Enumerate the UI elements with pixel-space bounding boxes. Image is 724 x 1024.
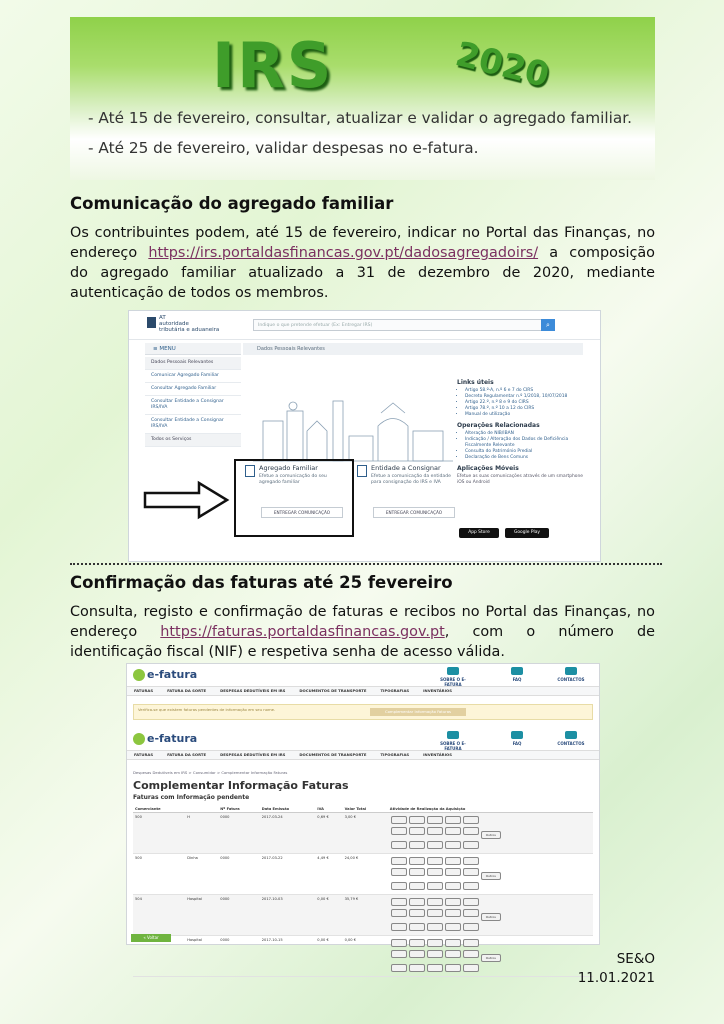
- document-icon: [357, 465, 367, 477]
- link-item[interactable]: • Artigo 22.º, n.º 8 e 9 do CIRS: [465, 400, 583, 406]
- op-item[interactable]: • Consulta do Património Predial: [465, 449, 583, 455]
- portal-financas-screenshot: [128, 310, 601, 562]
- link-item[interactable]: • Decreto Regulamentar n.º 1/2018, 10/07/2018: [465, 394, 583, 400]
- sidebar-item-consultar-entidade[interactable]: Consultar Entidade a Consignar IRS/IVA: [145, 396, 241, 415]
- info-icon: [447, 731, 459, 739]
- card-agregado-title: Agregado Familiar: [259, 464, 318, 472]
- other-option-button[interactable]: Outros: [481, 872, 501, 880]
- activity-option-button[interactable]: [427, 923, 443, 931]
- link-item[interactable]: • Artigo 78.º, n.º 10 a 12 do CIRS: [465, 406, 583, 412]
- table-cell: 0,69 €: [315, 813, 342, 854]
- table-cell: 504: [133, 895, 185, 936]
- portal-search-input[interactable]: Indique o que pretende efetuar (Ex: Entregar IRS): [253, 319, 549, 331]
- efatura-screenshot: [126, 663, 600, 960]
- activity-option-button[interactable]: [463, 939, 479, 947]
- other-option-button[interactable]: Outros: [481, 831, 501, 839]
- activity-option-button[interactable]: [391, 857, 407, 865]
- activity-option-button[interactable]: [427, 939, 443, 947]
- activity-buttons: [388, 813, 593, 854]
- contactos-label: CONTACTOS: [557, 741, 585, 746]
- card-entidade-title: Entidade a Consignar: [371, 464, 441, 472]
- table-row: [133, 936, 593, 977]
- col-valor: Valor Total: [343, 805, 388, 813]
- col-numero-fatura: Nº Fatura: [218, 805, 259, 813]
- banner-bullet-1: - Até 15 de fevereiro, consultar, atualizar e validar o agregado familiar.: [88, 109, 632, 127]
- activity-option-button[interactable]: [391, 923, 407, 931]
- faturas-table: [133, 805, 593, 977]
- table-cell: 0,00 €: [315, 895, 342, 936]
- table-cell: Hospital: [185, 936, 218, 977]
- section2-heading: Confirmação das faturas até 25 fevereiro: [70, 573, 453, 592]
- contactos-link[interactable]: [551, 731, 591, 746]
- portal-links-panel: [457, 375, 583, 486]
- efatura-logo-icon: [133, 669, 145, 681]
- activity-option-button[interactable]: [391, 841, 407, 849]
- activity-option-button[interactable]: [427, 827, 443, 835]
- table-cell: 35,79 €: [343, 895, 388, 936]
- efatura-header: [127, 664, 599, 686]
- portal-breadcrumb: Dados Pessoais Relevantes: [243, 343, 583, 355]
- footer-author: SE&O: [616, 951, 655, 967]
- link-item[interactable]: • Artigo 58.º-A, n.º 6 e 7 do CIRS: [465, 388, 583, 394]
- sobre-efatura-link[interactable]: [433, 667, 473, 687]
- col-iva: IVA: [315, 805, 342, 813]
- activity-option-button[interactable]: [427, 909, 443, 917]
- table-cell: 0000: [218, 813, 259, 854]
- activity-option-button[interactable]: [427, 950, 443, 958]
- activity-option-button[interactable]: [427, 841, 443, 849]
- pending-warning: [133, 704, 593, 720]
- table-row: [133, 854, 593, 895]
- activity-option-button[interactable]: [391, 882, 407, 890]
- table-cell: 24,00 €: [343, 854, 388, 895]
- activity-option-button[interactable]: [445, 827, 461, 835]
- op-item[interactable]: • Indicação / Alteração dos Dados de Deficiência Fiscalmente Relevante: [465, 437, 583, 449]
- links-title: Links úteis: [457, 379, 494, 386]
- efatura-header-2: [127, 728, 599, 750]
- activity-option-button[interactable]: [427, 882, 443, 890]
- col-data: Data Emissão: [260, 805, 316, 813]
- activity-option-button[interactable]: [445, 868, 461, 876]
- table-cell: 0000: [218, 936, 259, 977]
- activity-option-button[interactable]: [409, 857, 425, 865]
- nav-transporte[interactable]: DOCUMENTOS DE TRANSPORTE: [299, 688, 367, 693]
- agregado-link[interactable]: https://irs.portaldasfinancas.gov.pt/dadosagregadoirs/: [148, 245, 539, 261]
- link-item[interactable]: • Manual de utilização: [465, 412, 583, 418]
- activity-option-button[interactable]: [445, 939, 461, 947]
- section1-paragraph: [70, 223, 655, 303]
- activity-option-button[interactable]: [445, 909, 461, 917]
- irs-banner: [70, 17, 655, 180]
- apps-title: Aplicações Móveis: [457, 465, 519, 472]
- activity-buttons: [388, 895, 593, 936]
- table-cell: 2017-10-15: [260, 936, 316, 977]
- activity-option-button[interactable]: [409, 923, 425, 931]
- activity-option-button[interactable]: [463, 923, 479, 931]
- complementar-button[interactable]: Complementar Informação Faturas: [370, 708, 466, 716]
- activity-option-button[interactable]: [409, 898, 425, 906]
- mail-icon: [565, 667, 577, 675]
- efatura-logo-2[interactable]: [133, 732, 197, 745]
- chat-icon: [511, 667, 523, 675]
- op-item[interactable]: • Declaração de Bens Comuns: [465, 455, 583, 461]
- faq-link[interactable]: [497, 731, 537, 746]
- col-atividade: Atividade de Realização da Aquisição: [388, 805, 593, 813]
- op-item[interactable]: • Alteração de NIB/IBAN: [465, 431, 583, 437]
- nav-transporte[interactable]: DOCUMENTOS DE TRANSPORTE: [299, 752, 367, 757]
- activity-option-button[interactable]: [391, 816, 407, 824]
- card-agregado-desc: Efetue a comunicação do seu agregado familiar: [259, 474, 327, 485]
- table-cell: Dinha: [185, 854, 218, 895]
- card-agregado-familiar: [239, 461, 347, 523]
- nav-tipografias[interactable]: TIPOGRAFIAS: [380, 688, 410, 693]
- faturas-link[interactable]: https://faturas.portaldasfinancas.gov.pt: [160, 624, 445, 640]
- activity-option-button[interactable]: [463, 882, 479, 890]
- activity-option-button[interactable]: [427, 816, 443, 824]
- table-cell: 0000: [218, 895, 259, 936]
- faq-label: FAQ: [512, 741, 522, 746]
- table-cell: 0,00 €: [315, 936, 342, 977]
- activity-option-button[interactable]: [391, 950, 407, 958]
- app-store-button[interactable]: App Store: [459, 528, 499, 538]
- nav-despesas[interactable]: DESPESAS DEDUTÍVEIS EM IRS: [220, 688, 286, 693]
- sobre-label: SOBRE O E-FATURA: [440, 677, 466, 687]
- mail-icon: [565, 731, 577, 739]
- nav-fatura-sorte[interactable]: FATURA DA SORTE: [167, 752, 207, 757]
- activity-option-button[interactable]: [463, 857, 479, 865]
- dotted-separator: [70, 563, 662, 565]
- activity-option-button[interactable]: [391, 909, 407, 917]
- section2-text: Consulta, registo e confirmação de faturas e recibos no Portal das Finanças, no endereço: [70, 604, 655, 640]
- nav-faturas[interactable]: FATURAS: [134, 688, 154, 693]
- activity-option-button[interactable]: [391, 939, 407, 947]
- banner-title: IRS: [212, 29, 334, 102]
- efatura-logo-text: e-fatura: [147, 732, 198, 745]
- section1-text-end: a composição do agregado familiar atualizado a 31 de dezembro de 2020, mediante autenticação de todos os membros.: [70, 245, 655, 301]
- at-logo-text: AT autoridade tributária e aduaneira: [159, 315, 220, 333]
- sidebar-item-consultar-agregado[interactable]: Consultar Agregado Familiar: [145, 383, 241, 396]
- portal-sidebar: [145, 357, 241, 447]
- activity-option-button[interactable]: [409, 868, 425, 876]
- table-row: [133, 895, 593, 936]
- chat-icon: [511, 731, 523, 739]
- activity-option-button[interactable]: [427, 868, 443, 876]
- activity-buttons: [388, 854, 593, 895]
- efatura-logo[interactable]: [133, 668, 197, 681]
- table-cell: 2017-03-24: [260, 813, 316, 854]
- contactos-label: CONTACTOS: [557, 677, 585, 682]
- activity-option-button[interactable]: [427, 898, 443, 906]
- activity-option-button[interactable]: [445, 857, 461, 865]
- table-cell: 500: [133, 854, 185, 895]
- info-icon: [447, 667, 459, 675]
- efatura-logo-icon: [133, 733, 145, 745]
- activity-option-button[interactable]: [463, 950, 479, 958]
- entregar-comunicacao-entidade-button[interactable]: ENTREGAR COMUNICAÇÃO: [373, 507, 455, 518]
- activity-option-button[interactable]: [463, 964, 479, 972]
- sidebar-item-todos-servicos[interactable]: Todos os Serviços: [145, 434, 241, 447]
- table-cell: 2017-03-22: [260, 854, 316, 895]
- at-logo-icon: [147, 317, 156, 328]
- other-option-button[interactable]: Outros: [481, 954, 501, 962]
- portal-header: [129, 311, 600, 340]
- activity-option-button[interactable]: [409, 909, 425, 917]
- menu-label: MENU: [159, 346, 176, 352]
- table-row: [133, 813, 593, 854]
- table-cell: 0,00 €: [343, 936, 388, 977]
- menu-button[interactable]: ≡ MENU: [145, 343, 241, 355]
- sobre-label: SOBRE O E-FATURA: [440, 741, 466, 751]
- search-icon[interactable]: ⌕: [541, 319, 555, 331]
- other-option-button[interactable]: Outros: [481, 913, 501, 921]
- sobre-efatura-link[interactable]: [433, 731, 473, 751]
- activity-option-button[interactable]: [445, 923, 461, 931]
- efatura-subtitle: Faturas com Informação pendente: [133, 794, 250, 801]
- faq-link[interactable]: [497, 667, 537, 682]
- card-entidade-consignar: [351, 461, 459, 523]
- activity-option-button[interactable]: [409, 841, 425, 849]
- activity-option-button[interactable]: [445, 964, 461, 972]
- nav-fatura-sorte[interactable]: FATURA DA SORTE: [167, 688, 207, 693]
- activity-option-button[interactable]: [445, 898, 461, 906]
- faq-label: FAQ: [512, 677, 522, 682]
- activity-option-button[interactable]: [445, 841, 461, 849]
- contactos-link[interactable]: [551, 667, 591, 682]
- apps-text: Efetue as suas comunicações através de um smartphone iOS ou Android: [457, 474, 583, 485]
- activity-option-button[interactable]: [445, 816, 461, 824]
- warning-text: Verifica-se que existem faturas pendentes de informação em seu nome.: [138, 707, 276, 712]
- activity-option-button[interactable]: [427, 857, 443, 865]
- activity-option-button[interactable]: [463, 909, 479, 917]
- table-cell: H: [185, 813, 218, 854]
- sidebar-item-dados-pessoais[interactable]: Dados Pessoais Relevantes: [145, 357, 241, 370]
- section2-paragraph: [70, 602, 655, 662]
- activity-option-button[interactable]: [427, 964, 443, 972]
- activity-option-button[interactable]: [445, 950, 461, 958]
- activity-option-button[interactable]: [463, 816, 479, 824]
- city-illustration: [253, 391, 453, 461]
- ops-title: Operações Relacionadas: [457, 422, 540, 429]
- activity-option-button[interactable]: [409, 827, 425, 835]
- document-icon: [245, 465, 255, 477]
- table-cell: 0000: [218, 854, 259, 895]
- activity-option-button[interactable]: [391, 898, 407, 906]
- nav-despesas[interactable]: DESPESAS DEDUTÍVEIS EM IRS: [220, 752, 286, 757]
- efatura-page-title: Complementar Informação Faturas: [133, 779, 349, 792]
- section1-heading: Comunicação do agregado familiar: [70, 194, 394, 213]
- footer-date: 11.01.2021: [577, 970, 655, 986]
- activity-option-button[interactable]: [391, 868, 407, 876]
- nav-inventarios[interactable]: INVENTÁRIOS: [423, 752, 452, 757]
- col-comerciante: Comerciante: [133, 805, 185, 813]
- activity-option-button[interactable]: [409, 939, 425, 947]
- banner-bullet-2: - Até 25 de fevereiro, validar despesas no e-fatura.: [88, 139, 479, 157]
- nav-inventarios[interactable]: INVENTÁRIOS: [423, 688, 452, 693]
- entregar-comunicacao-agregado-button[interactable]: ENTREGAR COMUNICAÇÃO: [261, 507, 343, 518]
- section2-text-end: , com o número de identificação fiscal (NIF) e respetiva senha de acesso válida.: [70, 624, 655, 660]
- activity-option-button[interactable]: [391, 827, 407, 835]
- activity-option-button[interactable]: [409, 816, 425, 824]
- section1-text: Os contribuintes podem, até 15 de fevereiro, indicar no Portal das Finanças, no endereço: [70, 225, 655, 261]
- table-cell: 3,00 €: [343, 813, 388, 854]
- efatura-logo-text: e-fatura: [147, 668, 198, 681]
- table-cell: Hospital: [185, 895, 218, 936]
- activity-option-button[interactable]: [445, 882, 461, 890]
- table-cell: 2017-10-03: [260, 895, 316, 936]
- arrow-right-icon: [143, 481, 229, 519]
- activity-option-button[interactable]: [409, 964, 425, 972]
- sidebar-item-comunicar-agregado[interactable]: Comunicar Agregado Familiar: [145, 370, 241, 383]
- nav-faturas[interactable]: FATURAS: [134, 752, 154, 757]
- efatura-breadcrumb: Despesas Dedutíveis em IRS > Consumidor > Complementar Informação Faturas: [133, 770, 288, 775]
- sidebar-item-consultar-entidade-2[interactable]: Consultar Entidade a Consignar IRS/IVA: [145, 415, 241, 434]
- activity-option-button[interactable]: [463, 898, 479, 906]
- google-play-button[interactable]: Google Play: [505, 528, 549, 538]
- activity-option-button[interactable]: [463, 868, 479, 876]
- nav-tipografias[interactable]: TIPOGRAFIAS: [380, 752, 410, 757]
- back-button[interactable]: « Voltar: [131, 934, 171, 942]
- activity-option-button[interactable]: [463, 827, 479, 835]
- activity-option-button[interactable]: [409, 882, 425, 890]
- efatura-nav-2: [127, 750, 599, 760]
- activity-option-button[interactable]: [409, 950, 425, 958]
- activity-option-button[interactable]: [463, 841, 479, 849]
- banner-year: 2020: [451, 34, 554, 96]
- activity-option-button[interactable]: [391, 964, 407, 972]
- efatura-nav: [127, 686, 599, 696]
- table-cell: 500: [133, 813, 185, 854]
- card-entidade-desc: Efetue a comunicação da entidade para consignação do IRS e IVA: [371, 474, 451, 485]
- table-cell: 4,49 €: [315, 854, 342, 895]
